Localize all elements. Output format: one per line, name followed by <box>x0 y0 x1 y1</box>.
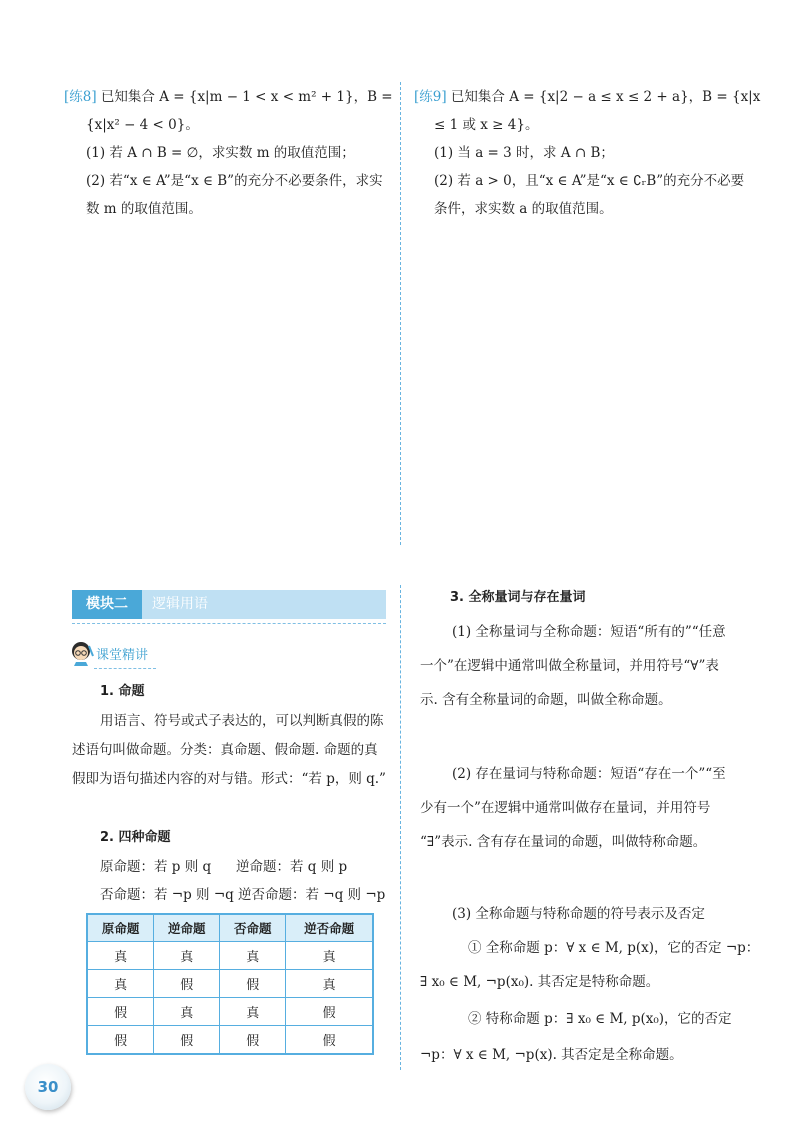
table-header: 逆命题 <box>154 914 220 942</box>
exercise-9-line-1: [练9] 已知集合 A = {x|2 − a ≤ x ≤ 2 + a}，B = {x|x <box>414 89 761 105</box>
table-cell: 假 <box>220 970 286 998</box>
converse-proposition: 逆命题：若 q 则 p <box>236 859 348 875</box>
table-row <box>87 1026 373 1055</box>
table-cell: 假 <box>154 1026 220 1055</box>
negation-heading: (3) 全称命题与特称命题的符号表示及否定 <box>452 906 705 922</box>
exercise-9-part-1: (1) 当 a = 3 时，求 A ∩ B； <box>434 145 614 161</box>
table-cell: 真 <box>220 942 286 970</box>
module-label: 模块二 <box>72 590 142 619</box>
table-cell: 假 <box>220 1026 286 1055</box>
table-header: 原命题 <box>87 914 154 942</box>
universal-line-3: 示. 含有全称量词的命题，叫做全称命题。 <box>420 692 672 708</box>
table-cell: 真 <box>220 998 286 1026</box>
page-number: 30 <box>37 1078 59 1096</box>
table-cell: 真 <box>286 942 373 970</box>
module-title: 逻辑用语 <box>152 596 208 612</box>
table-cell: 假 <box>154 970 220 998</box>
column-divider-bottom <box>400 585 401 1070</box>
table-header: 否命题 <box>220 914 286 942</box>
exercise-8-part-2: (2) 若“x ∈ A”是“x ∈ B”的充分不必要条件，求实 <box>86 173 383 189</box>
table-cell: 真 <box>286 970 373 998</box>
paragraph-line-3: 假即为语句描述内容的对与错。形式：“若 p，则 q.” <box>72 771 386 787</box>
paragraph-line-1: 用语言、符号或式子表达的，可以判断真假的陈 <box>100 713 384 729</box>
existential-negation-line-1: ② 特称命题 p：∃ x₀ ∈ M, p(x₀)，它的否定 <box>468 1011 732 1027</box>
table-cell: 真 <box>154 942 220 970</box>
table-cell: 真 <box>87 942 154 970</box>
truth-table <box>86 913 374 1055</box>
module-rule <box>72 623 386 624</box>
exercise-8-line-1: [练8] 已知集合 A = {x|m − 1 < x < m² + 1}，B = <box>64 89 393 105</box>
section-subheading-rule <box>94 668 156 669</box>
table-header-row <box>87 914 373 942</box>
exercise-8-part-1: (1) 若 A ∩ B = ∅，求实数 m 的取值范围； <box>86 145 355 161</box>
table-cell: 真 <box>154 998 220 1026</box>
exercise-8-line-2: {x|x² − 4 < 0}。 <box>86 117 199 133</box>
table-cell: 假 <box>286 1026 373 1055</box>
universal-negation-line-1: ① 全称命题 p：∀ x ∈ M, p(x)，它的否定 ¬p： <box>468 940 760 956</box>
existential-line-1: (2) 存在量词与特称命题：短语“存在一个”“至 <box>452 766 726 782</box>
mascot-icon <box>70 640 94 666</box>
exercise-8-part-2-cont: 数 m 的取值范围。 <box>86 201 202 217</box>
section-subheading: 课堂精讲 <box>96 648 149 663</box>
module-header <box>72 590 386 619</box>
table-cell: 假 <box>87 998 154 1026</box>
table-row <box>87 970 373 998</box>
inverse-proposition: 否命题：若 ¬p 则 ¬q <box>100 887 234 903</box>
table-cell: 假 <box>286 998 373 1026</box>
universal-line-1: (1) 全称量词与全称命题：短语“所有的”“任意 <box>452 624 726 640</box>
existential-negation-line-2: ¬p：∀ x ∈ M, ¬p(x). 其否定是全称命题。 <box>420 1047 683 1063</box>
column-divider-top <box>400 82 401 545</box>
table-header: 逆否命题 <box>286 914 373 942</box>
exercise-8-tag: [练8] <box>64 89 97 105</box>
exercise-9-part-2: (2) 若 a > 0，且“x ∈ A”是“x ∈ ∁ᵣB”的充分不必要 <box>434 173 745 189</box>
table-row <box>87 942 373 970</box>
heading-four-propositions: 2. 四种命题 <box>100 830 171 845</box>
table-cell: 真 <box>87 970 154 998</box>
exercise-9-line-2: ≤ 1 或 x ≥ 4}。 <box>434 117 539 133</box>
page-number-badge <box>25 1064 71 1110</box>
universal-negation-line-2: ∃ x₀ ∈ M, ¬p(x₀). 其否定是特称命题。 <box>420 974 660 990</box>
paragraph-line-2: 述语句叫做命题。分类：真命题、假命题. 命题的真 <box>72 742 378 758</box>
existential-line-3: “∃”表示. 含有存在量词的命题，叫做特称命题。 <box>420 834 707 850</box>
exercise-9-part-2-cont: 条件，求实数 a 的取值范围。 <box>434 201 613 217</box>
original-proposition: 原命题：若 p 则 q <box>100 859 212 875</box>
table-row <box>87 998 373 1026</box>
table-cell: 假 <box>87 1026 154 1055</box>
heading-quantifiers: 3. 全称量词与存在量词 <box>450 590 586 605</box>
heading-proposition: 1. 命题 <box>100 684 145 699</box>
existential-line-2: 少有一个”在逻辑中通常叫做存在量词，并用符号 <box>420 800 711 816</box>
universal-line-2: 一个”在逻辑中通常叫做全称量词，并用符号“∀”表 <box>420 658 719 674</box>
exercise-9-tag: [练9] <box>414 89 447 105</box>
contrapositive-proposition: 逆否命题：若 ¬q 则 ¬p <box>238 887 386 903</box>
